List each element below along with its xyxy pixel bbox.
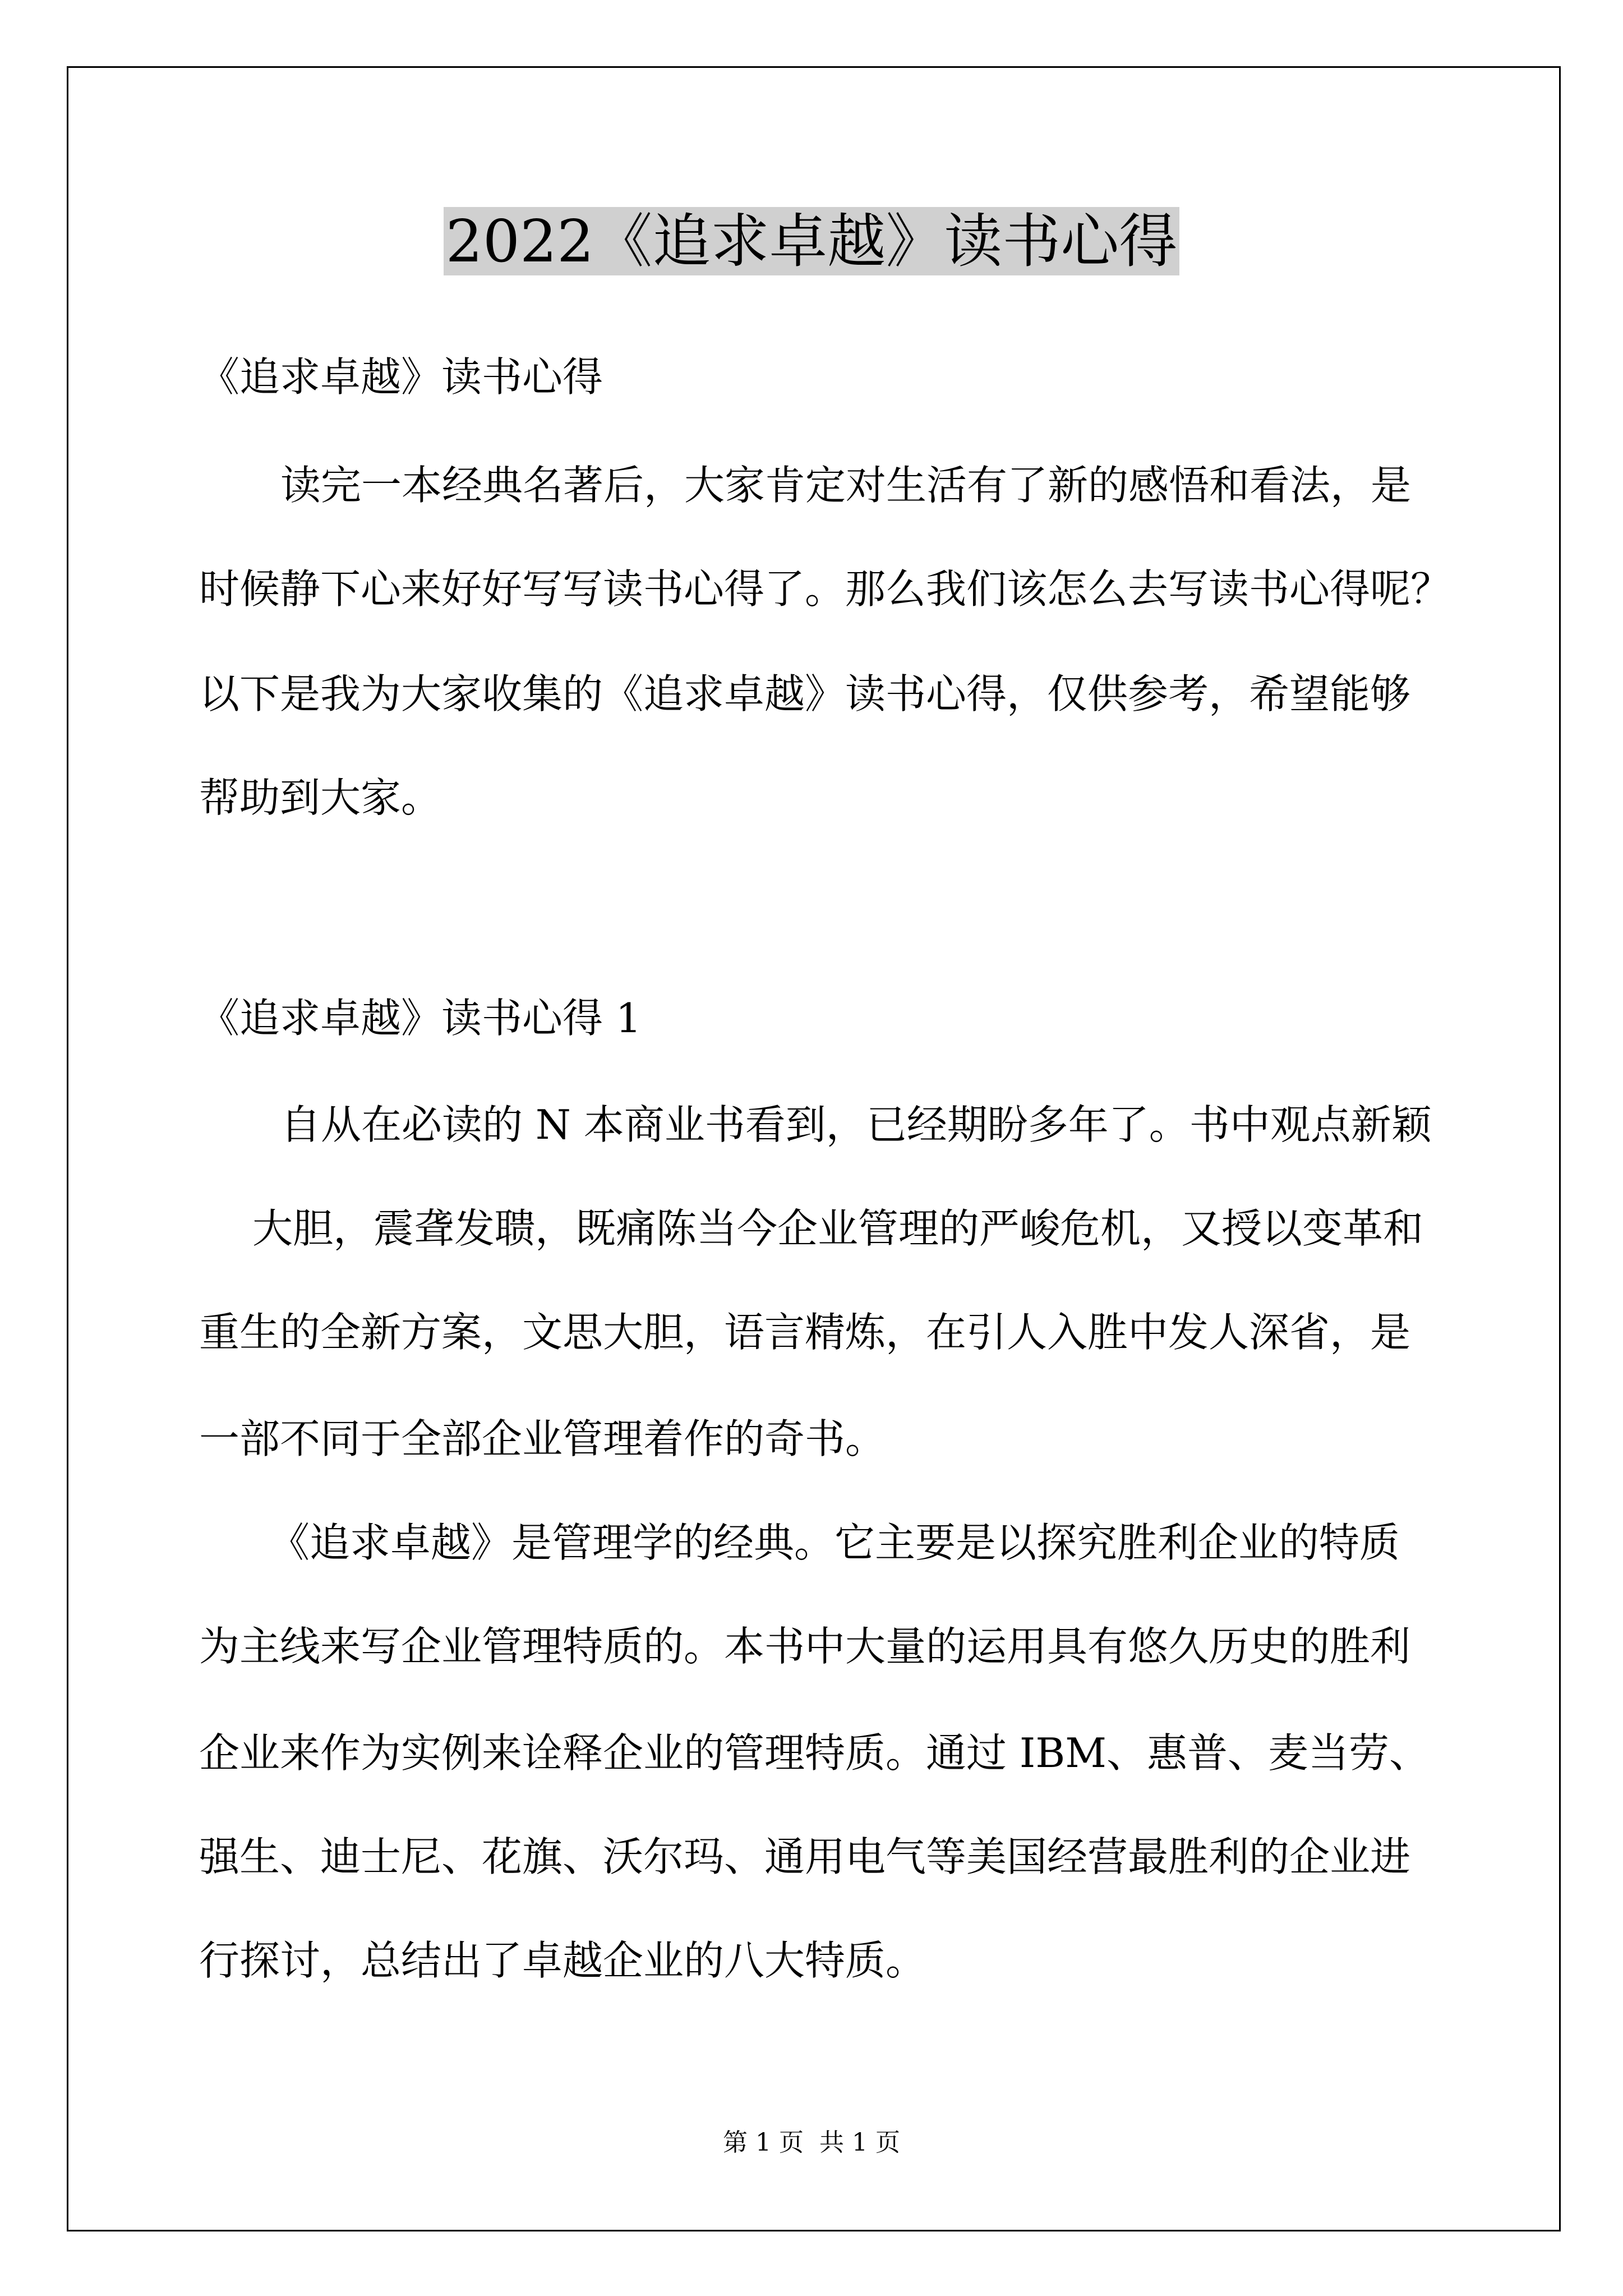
intro-line: 以下是我为大家收集的《追求卓越》读书心得，仅供参考，希望能够: [199, 670, 1411, 717]
page-number: 第 1 页: [723, 2128, 804, 2157]
intro-line: 时候静下心来好好写写读书心得了。那么我们该怎么去写读书心得呢？: [199, 565, 1451, 613]
title-text: 2022《追求卓越》读书心得: [444, 207, 1180, 275]
intro-line: 帮助到大家。: [199, 774, 442, 821]
paragraph-line: 强生、迪士尼、花旗、沃尔玛、通用电气等美国经营最胜利的企业进: [199, 1833, 1411, 1880]
page-footer: [0, 2126, 1623, 2160]
paragraph-line: 一部不同于全部企业管理着作的奇书。: [199, 1415, 886, 1462]
paragraph-line: 重生的全新方案，文思大胆，语言精炼，在引人入胜中发人深省，是: [199, 1309, 1411, 1356]
page-total: 共 1 页: [819, 2128, 900, 2157]
section-heading: 《追求卓越》读书心得 1: [199, 995, 642, 1042]
paragraph-line: 大胆，震聋发聩，既痛陈当今企业管理的严峻危机，又授以变革和: [252, 1205, 1424, 1252]
paragraph-line: 《追求卓越》是管理学的经典。它主要是以探究胜利企业的特质: [269, 1519, 1400, 1566]
subtitle: 《追求卓越》读书心得: [199, 353, 603, 401]
paragraph-line: 自从在必读的 N 本商业书看到，已经期盼多年了。书中观点新颖: [280, 1101, 1432, 1148]
paragraph-line: 为主线来写企业管理特质的。本书中大量的运用具有悠久历史的胜利: [199, 1623, 1411, 1670]
paragraph-line: 行探讨，总结出了卓越企业的八大特质。: [199, 1937, 926, 1984]
document-title: [0, 199, 1623, 283]
paragraph-line: 企业来作为实例来诠释企业的管理特质。通过 IBM、惠普、麦当劳、: [199, 1729, 1430, 1777]
intro-line: 读完一本经典名著后，大家肯定对生活有了新的感悟和看法，是: [280, 462, 1412, 509]
